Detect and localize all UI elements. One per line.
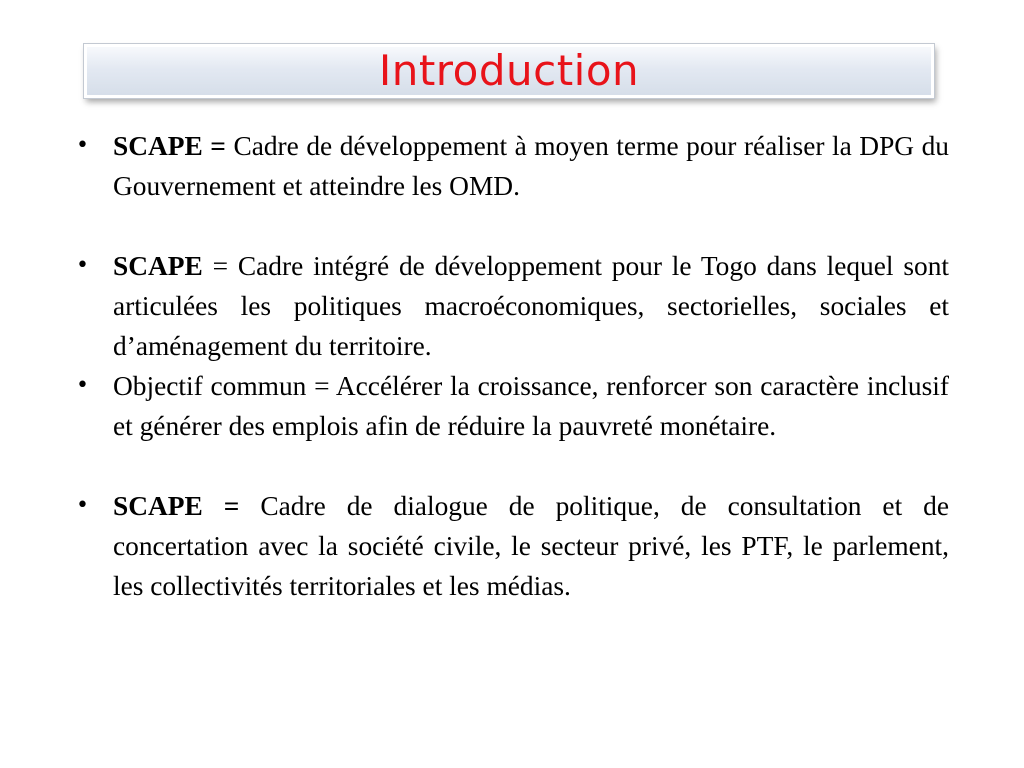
bullet-text: Objectif commun = Accélérer la croissance, renforcer son caractère inclusif et générer des emplois afin de réduire la pauvreté monétaire. <box>113 371 949 441</box>
title-box <box>84 44 934 98</box>
bullet-item-scape-integrated <box>76 246 949 366</box>
bullet-icon: • <box>76 133 89 158</box>
bullet-icon: • <box>76 253 89 278</box>
bullet-text: Cadre de dialogue de politique, de consultation et de concertation avec la société civile, le secteur privé, les PTF, le parlement, les collectivités territoriales et les médias. <box>113 491 949 601</box>
bullet-item-common-objective <box>76 366 949 446</box>
bullet-lead: SCAPE = <box>113 131 226 161</box>
bullet-lead: SCAPE <box>113 251 203 281</box>
bullet-text: Cadre de développement à moyen terme pour réaliser la DPG du Gouvernement et atteindre les OMD. <box>113 131 949 201</box>
bullet-item-scape-dialogue <box>76 486 949 606</box>
bullet-icon: • <box>76 373 89 398</box>
bullet-icon: • <box>76 493 89 518</box>
bullet-text: = Cadre intégré de développement pour le Togo dans lequel sont articulées les politiques macroéconomiques, sectorielles, sociales et d’aménagement du territoire. <box>113 251 949 361</box>
bullet-item-scape-medium-term <box>76 126 949 206</box>
bullet-lead: SCAPE = <box>113 491 240 521</box>
slide-title: Introduction <box>378 45 640 95</box>
bullet-list <box>76 126 949 606</box>
